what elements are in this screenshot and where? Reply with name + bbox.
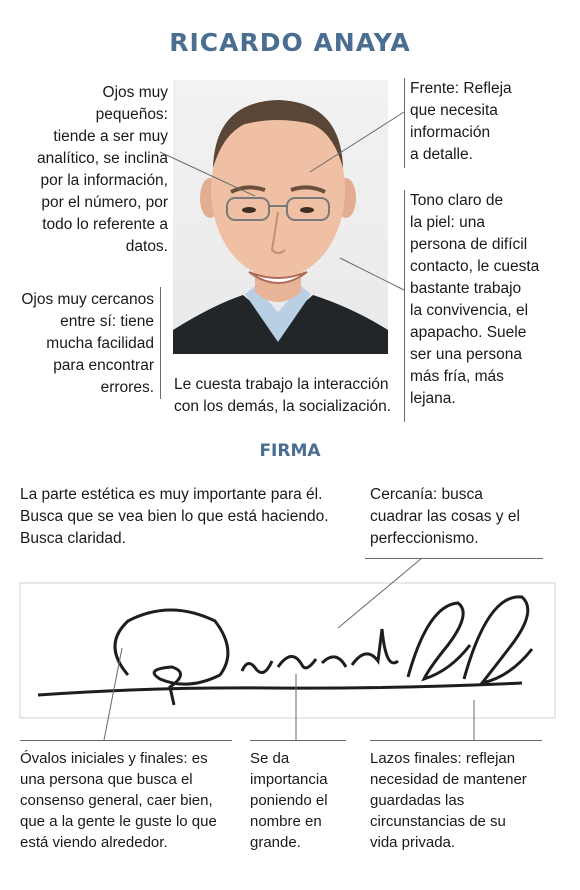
text-line: Ojos muy (102, 84, 168, 101)
text-line: apapacho. Suele (410, 324, 527, 341)
leader-line (340, 258, 404, 290)
text-line: Busca claridad. (20, 530, 126, 547)
section-title-firma: FIRMA (259, 441, 321, 461)
page-title: RICARDO ANAYA (169, 28, 411, 57)
text-line: más fría, más (410, 368, 504, 385)
text-line: persona de difícil (410, 236, 528, 253)
text-line: grande. (250, 834, 301, 851)
text-line: con los demás, la socialización. (174, 398, 392, 415)
text-line: contacto, le cuesta (410, 258, 540, 275)
text-line: cuadrar las cosas y el (370, 508, 520, 525)
text-line: pequeños: (95, 106, 168, 123)
text-line: ser una persona (410, 346, 523, 363)
annotation-ovalos (20, 748, 235, 853)
text-line: Frente: Refleja (410, 80, 512, 97)
text-line: necesidad de mantener (370, 771, 527, 788)
text-line: poniendo el (250, 792, 328, 809)
text-line: Le cuesta trabajo la interacción (174, 376, 389, 393)
text-line: circunstancias de su (370, 813, 506, 830)
text-line: Tono claro de (410, 192, 504, 209)
text-line: todo lo referente a (42, 216, 168, 233)
text-line: que necesita (410, 102, 498, 119)
text-line: para encontrar (53, 357, 154, 374)
signature-leader-lines (0, 540, 580, 750)
text-line: lejana. (410, 390, 456, 407)
text-line: Lazos finales: reflejan (370, 750, 516, 767)
text-line: que a la gente le guste lo que (20, 813, 217, 830)
text-line: Se da (250, 750, 290, 767)
text-line: Ojos muy cercanos (21, 291, 154, 308)
text-line: por el número, por (41, 194, 168, 211)
text-line: Cercanía: busca (370, 486, 483, 503)
divider-line (250, 740, 346, 741)
text-line: guardadas las (370, 792, 465, 809)
divider-line (20, 740, 232, 741)
text-line: una persona que busca el (20, 771, 193, 788)
text-line: por la información, (40, 172, 168, 189)
annotation-lazos (370, 748, 550, 853)
leader-line (160, 152, 255, 196)
text-line: vida privada. (370, 834, 456, 851)
leader-line (338, 558, 422, 628)
text-line: Óvalos iniciales y finales: es (20, 750, 208, 767)
text-line: analítico, se inclina (37, 150, 168, 167)
text-line: bastante trabajo (410, 280, 522, 297)
text-line: tiende a ser muy (53, 128, 168, 145)
text-line: entre sí: tiene (60, 313, 154, 330)
text-line: a detalle. (410, 146, 473, 163)
text-line: datos. (125, 238, 168, 255)
leader-line (310, 112, 404, 172)
text-line: la convivencia, el (410, 302, 529, 319)
text-line: la piel: una (410, 214, 485, 231)
text-line: Busca que se vea bien lo que está haciendo. (20, 508, 329, 525)
divider-line (370, 740, 542, 741)
text-line: mucha facilidad (46, 335, 154, 352)
text-line: información (410, 124, 491, 141)
text-line: está viendo alrededor. (20, 834, 168, 851)
text-line: La parte estética es muy importante para él. (20, 486, 323, 503)
leader-line (104, 648, 122, 740)
text-line: errores. (100, 379, 154, 396)
text-line: consenso general, caer bien, (20, 792, 213, 809)
text-line: importancia (250, 771, 328, 788)
face-leader-lines (0, 0, 580, 440)
annotation-importancia (250, 748, 350, 853)
text-line: nombre en (250, 813, 322, 830)
text-line: perfeccionismo. (370, 530, 479, 547)
